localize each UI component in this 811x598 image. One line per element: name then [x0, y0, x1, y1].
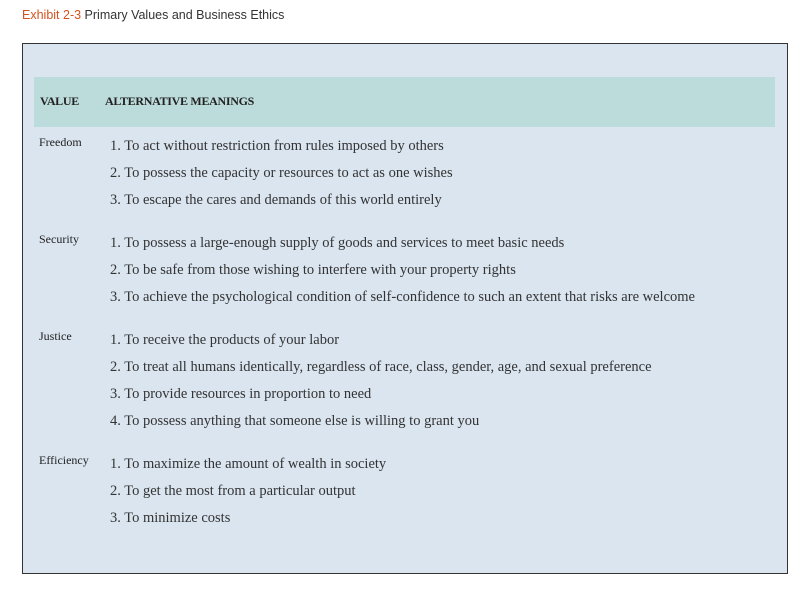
meaning-item: 2. To possess the capacity or resources to act as one wishes: [110, 165, 453, 181]
meaning-item: 3. To escape the cares and demands of this world entirely: [110, 192, 442, 208]
meaning-item: 2. To be safe from those wishing to interfere with your property rights: [110, 262, 516, 278]
value-freedom: Freedom: [39, 135, 82, 149]
exhibit-title: Primary Values and Business Ethics: [84, 8, 285, 22]
exhibit-label: Exhibit 2-3: [22, 8, 82, 22]
meaning-item: 3. To provide resources in proportion to need: [110, 386, 372, 402]
values-table: [22, 43, 788, 574]
header-value: VALUE: [40, 94, 79, 108]
value-efficiency: Efficiency: [39, 453, 89, 467]
meaning-item: 3. To achieve the psychological condition of self-confidence to such an extent that risks are welcome: [110, 289, 695, 305]
meaning-item: 4. To possess anything that someone else is willing to grant you: [110, 413, 480, 429]
table-header: [34, 77, 775, 127]
meaning-item: 1. To possess a large-enough supply of goods and services to meet basic needs: [110, 235, 565, 251]
value-security: Security: [39, 232, 79, 246]
meaning-item: 1. To act without restriction from rules imposed by others: [110, 138, 444, 154]
header-meanings: ALTERNATIVE MEANINGS: [105, 94, 255, 108]
meaning-item: 1. To receive the products of your labor: [110, 332, 340, 348]
meaning-item: 3. To minimize costs: [110, 510, 231, 526]
meaning-item: 1. To maximize the amount of wealth in society: [110, 456, 387, 472]
value-justice: Justice: [39, 329, 72, 343]
meaning-item: 2. To treat all humans identically, regardless of race, class, gender, age, and sexual preference: [110, 359, 652, 375]
exhibit-caption: [22, 8, 284, 22]
meaning-item: 2. To get the most from a particular output: [110, 483, 356, 499]
